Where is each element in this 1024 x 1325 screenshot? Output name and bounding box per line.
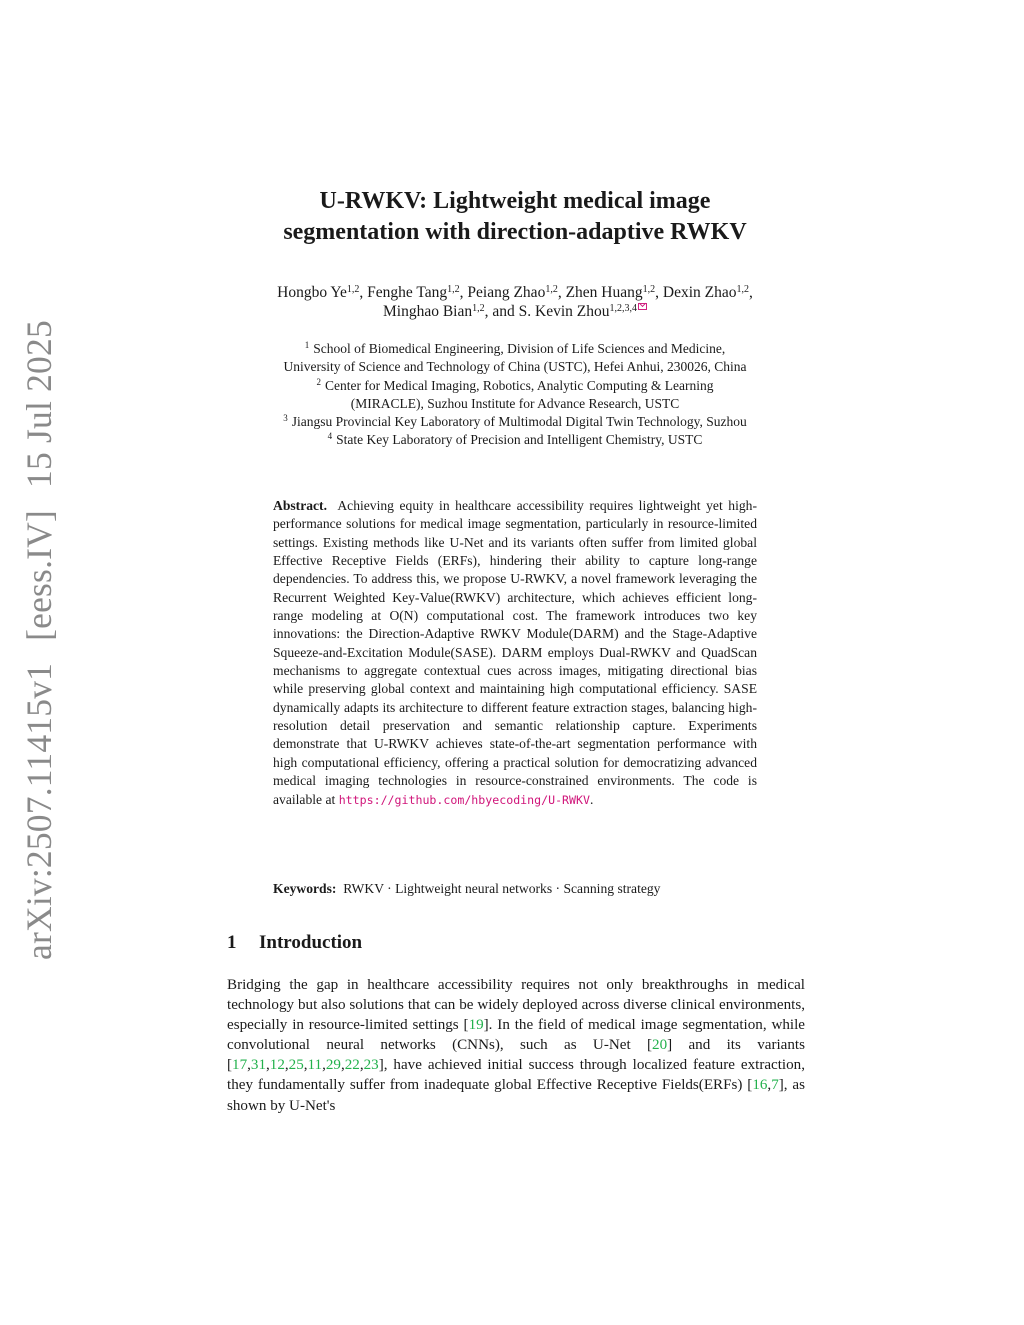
affiliation-cont: University of Science and Technology of China (USTC), Hefei Anhui, 230026, China	[283, 359, 747, 375]
author: Peiang Zhao$^{1,2}$	[467, 284, 558, 301]
intro-paragraph: Bridging the gap in healthcare accessibility requires not only breakthroughs in medical technology but also solutions that can be widely deployed across diverse clinical environments, especially in resource-limited settings [19]. In the field of medical image segmentation, while convolutional neural networks (CNNs), such as U-Net [20] and its variants [17,31,12,25,11,29,22,23], have achieved initial success through localized feature extraction, they fundamentally suffer from inadequate global Effective Receptive Fields(ERFs) [16,7], as shown by U-Net's	[227, 977, 806, 1114]
author: S. Kevin Zhou$^{1,2,3,4}$	[518, 303, 637, 320]
citation-link[interactable]: 25	[288, 1057, 304, 1074]
affiliation: $^1$ School of Biomedical Engineering, Division of Life Sciences and Medicine,	[304, 340, 726, 356]
author: Fenghe Tang$^{1,2}$	[367, 284, 460, 301]
citation-link[interactable]: 11	[307, 1057, 323, 1074]
keywords-label: Keywords:	[273, 881, 337, 896]
affiliation-cont: (MIRACLE), Suzhou Institute for Advance Research, USTC	[350, 395, 680, 411]
affiliation: $^2$ Center for Medical Imaging, Robotics, Analytic Computing & Learning	[316, 376, 714, 393]
citation-link[interactable]: 7	[771, 1077, 779, 1094]
keywords	[273, 880, 773, 898]
arxiv-date: 15 Jul 2025	[19, 320, 59, 488]
citation-link[interactable]: 19	[468, 1017, 484, 1034]
citation-link[interactable]: 16	[752, 1077, 768, 1094]
section-number: 1	[227, 932, 237, 953]
keywords-text: RWKV · Lightweight neural networks · Scanning strategy	[343, 881, 661, 896]
title-line-2: segmentation with direction-adaptive RWKV	[283, 219, 747, 245]
affiliations	[200, 340, 830, 450]
arxiv-id: arXiv:2507.11415v1	[19, 662, 59, 960]
citation-link[interactable]: 31	[250, 1057, 266, 1074]
citation-link[interactable]: 20	[652, 1037, 668, 1054]
code-link[interactable]: https://github.com/hbyecoding/U-RWKV	[338, 792, 590, 807]
abstract: Abstract. Achieving equity in healthcare accessibility requires lightweight yet high-performance solutions for medical image segmentation, particularly in resource-limited settings. Existing methods like U-Net and its variants often suffer from limited global Effective Receptive Fields (ERFs), hindering their ability to capture long-range dependencies. To address this, we propose U-RWKV, a novel framework leveraging the Recurrent Weighted Key-Value(RWKV) architecture, which achieves efficient long-range modeling at O(N) computational cost. The framework introduces two key innovations: the Direction-Adaptive RWKV Module(DARM) and the Stage-Adaptive Squeeze-and-Excitation Module(SASE). DARM employs Dual-RWKV and QuadScan mechanisms to aggregate contextual cues across images, mitigating directional bias while preserving global context and maintaining high computational efficiency. SASE dynamically adapts its architecture to different feature extraction stages, balancing high-resolution detail preservation and semantic relationship capture. Experiments demonstrate that U-RWKV achieves state-of-the-art segmentation performance with high computational efficiency, offering a practical solution for democratizing advanced medical imaging technologies in resource-constrained environments. The code is available at https://github.com/hbyecoding/U-RWKV.	[273, 498, 757, 807]
title-line-1: U-RWKV: Lightweight medical image	[319, 188, 711, 214]
author: Minghao Bian$^{1,2}$	[383, 303, 485, 320]
affiliation: $^3$ Jiangsu Provincial Key Laboratory of Multimodal Digital Twin Technology, Suzhou	[283, 413, 747, 430]
citation-link[interactable]: 22	[344, 1057, 360, 1074]
citation-link[interactable]: 29	[325, 1057, 341, 1074]
author: Dexin Zhao$^{1,2}$	[662, 284, 749, 301]
paper-title	[200, 186, 830, 248]
abstract-text: Achieving equity in healthcare accessibility requires lightweight yet high-performance solutions for medical image segmentation, particularly in resource-limited settings. Existing methods like U-Net and its variants often suffer from limited global Effective Receptive Fields (ERFs), hindering their ability to capture long-range dependencies. To address this, we propose U-RWKV, a novel framework leveraging the Recurrent Weighted Key-Value(RWKV) architecture, which achieves efficient long-range modeling at O(N) computational cost. The framework introduces two key innovations: the Direction-Adaptive RWKV Module(DARM) and the Stage-Adaptive Squeeze-and-Excitation Module(SASE). DARM employs Dual-RWKV and QuadScan mechanisms to aggregate contextual cues across images, mitigating directional bias while preserving global context and maintaining high computational efficiency. SASE dynamically adapts its architecture to different feature extraction stages, balancing high-resolution detail preservation and semantic relationship capture. Experiments demonstrate that U-RWKV achieves state-of-the-art segmentation performance with high computational efficiency, offering a practical solution for democratizing advanced medical imaging technologies in resource-constrained environments. The code is available at	[273, 498, 757, 807]
email-icon[interactable]	[638, 303, 647, 310]
citation-link[interactable]: 17	[232, 1057, 248, 1074]
section-title: Introduction	[259, 932, 363, 953]
affiliation: $^4$ State Key Laboratory of Precision and Intelligent Chemistry, USTC	[327, 431, 703, 448]
arxiv-stamp	[18, 320, 60, 960]
author-list: Hongbo Ye$^{1,2}$, Fenghe Tang$^{1,2}$, Peiang Zhao$^{1,2}$, Zhen Huang$^{1,2}$, Dexin Zhao$^{1,2}$, Minghao Bian$^{1,2}$, and S. Kevin Zhou$^{1,2,3,4}$	[277, 284, 753, 320]
section-heading	[227, 932, 362, 954]
citation-link[interactable]: 23	[363, 1057, 379, 1074]
citation-link[interactable]: 12	[269, 1057, 285, 1074]
abstract-label: Abstract.	[273, 498, 327, 513]
author: Hongbo Ye$^{1,2}$	[277, 284, 360, 301]
arxiv-category: [eess.IV]	[19, 509, 59, 641]
author: Zhen Huang$^{1,2}$	[565, 284, 656, 301]
